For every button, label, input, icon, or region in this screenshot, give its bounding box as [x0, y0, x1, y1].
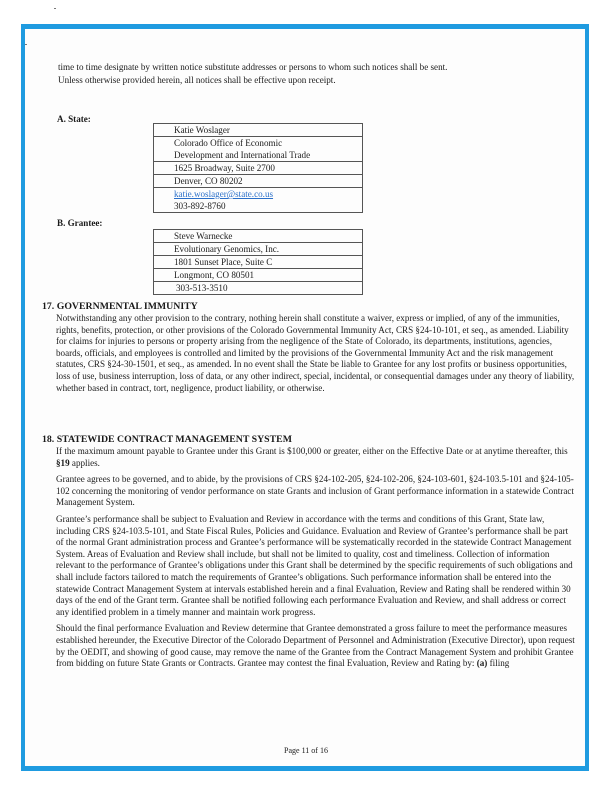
state-email-cell [154, 188, 363, 201]
section-paragraph: Grantee’s performance shall be subject to Evaluation and Review in accordance with the terms and conditions of this Grant, State law, including CRS §24-103.5-101, and State Fiscal Rules, Policies and Guidance. Evaluation and Review of Grantee’s performance shall be part of the normal Grant administration process and Grantee’s performance will be systematically recorded in the statewide Contract Management System. Areas of Evaluation and Review shall include, but shall not be limited to quality, cost and timeliness. Collection of information relevant to the performance of Grantee’s obligations under this Grant shall be determined by the specific requirements of such obligations and shall include factors tailored to match the requirements of Grantee’s obligations. Such performance information shall be entered into the statewide Contract Management System at intervals established herein and a final Evaluation, Review and Rating shall be rendered within 30 days of the end of the Grant term. Grantee shall be notified following each performance Evaluation and Review, and shall address or correct any identified problem in a timely manner and maintain work progress. [56, 513, 573, 617]
state-address-table [153, 123, 363, 213]
text-run: If the maximum amount payable to Grantee under this Grant is $100,000 or greater, either on the Effective Date or at anytime thereafter, this [56, 446, 568, 456]
state-org-line-2: Development and International Trade [154, 149, 363, 162]
state-phone: 303-892-8760 [154, 200, 363, 213]
grantee-contact-name: Steve Warnecke [154, 230, 363, 243]
section-paragraph [56, 446, 576, 469]
grantee-phone: 303-513-3510 [154, 282, 363, 295]
grantee-address-table [153, 229, 363, 295]
state-label: A. State: [57, 114, 91, 124]
text-run: Should the final performance Evaluation and Review determine that Grantee demonstrated a gross failure to meet the performance measures established hereunder, the Executive Director of the Colorado Department of Personnel and Administration (Executive Director), upon request by the OEDIT, and showing of good cause, may remove the name of the Grantee from the Contract Management System and prohibit Grantee from bidding on future State Grants or Contracts. Grantee may contest the final Evaluation, Review and Rating by: [56, 623, 575, 669]
section-heading: 17. GOVERNMENTAL IMMUNITY [42, 301, 198, 312]
scan-mark [25, 44, 27, 45]
section-reference: §19 [56, 457, 70, 468]
intro-paragraph [58, 61, 578, 86]
grantee-label: B. Grantee: [57, 218, 103, 228]
state-email-link[interactable]: katie.woslager@state.co.us [174, 189, 274, 199]
section-paragraph: Grantee agrees to be governed, and to abide, by the provisions of CRS §24-102-205, §24-102-206, §24-103-601, §24-103.5-101 and §24-105-102 concerning the monitoring of vendor performance on state Grants and inclusion of Grant performance information in a statewide Contract Management System. [56, 474, 574, 508]
section-governmental-immunity [42, 301, 582, 394]
section-paragraph [56, 623, 576, 669]
state-street: 1625 Broadway, Suite 2700 [154, 162, 363, 175]
page-number: Page 11 of 16 [284, 746, 328, 755]
scan-mark [54, 8, 56, 9]
state-city: Denver, CO 80202 [154, 175, 363, 188]
list-marker: (a) [476, 658, 488, 669]
section-contract-management [42, 434, 582, 670]
grantee-street: 1801 Sunset Place, Suite C [154, 256, 363, 269]
intro-line: Unless otherwise provided herein, all notices shall be effective upon receipt. [58, 74, 336, 85]
section-paragraph: Notwithstanding any other provision to the contrary, nothing herein shall constitute a waiver, express or implied, of any of the immunities, rights, benefits, protection, or other provisions of the Colorado Governmental Immunity Act, CRS §24-10-101, et seq., as amended. Liability for claims for injuries to persons or property arising from the negligence of the State of Colorado, its departments, institutions, agencies, boards, officials, and employees is controlled and limited by the provisions of the Governmental Immunity Act and the risk management statutes, CRS §24-30-1501, et seq., as amended. In no event shall the State be liable to Grantee for any lost profits or business opportunities, loss of use, business interruption, loss of data, or any other indirect, special, incidental, or consequential damages under any theory of liability, whether based in contract, tort, negligence, product liability, or otherwise. [56, 313, 575, 393]
text-run: applies. [69, 457, 100, 468]
grantee-org: Evolutionary Genomics, Inc. [154, 243, 363, 256]
section-heading: 18. STATEWIDE CONTRACT MANAGEMENT SYSTEM [42, 434, 292, 445]
grantee-city: Longmont, CO 80501 [154, 269, 363, 282]
text-run: filing [487, 658, 510, 669]
state-contact-name: Katie Woslager [154, 124, 363, 137]
intro-line: time to time designate by written notice substitute addresses or persons to whom such notices shall be sent. [58, 62, 448, 72]
state-org-line-1: Colorado Office of Economic [154, 137, 363, 150]
